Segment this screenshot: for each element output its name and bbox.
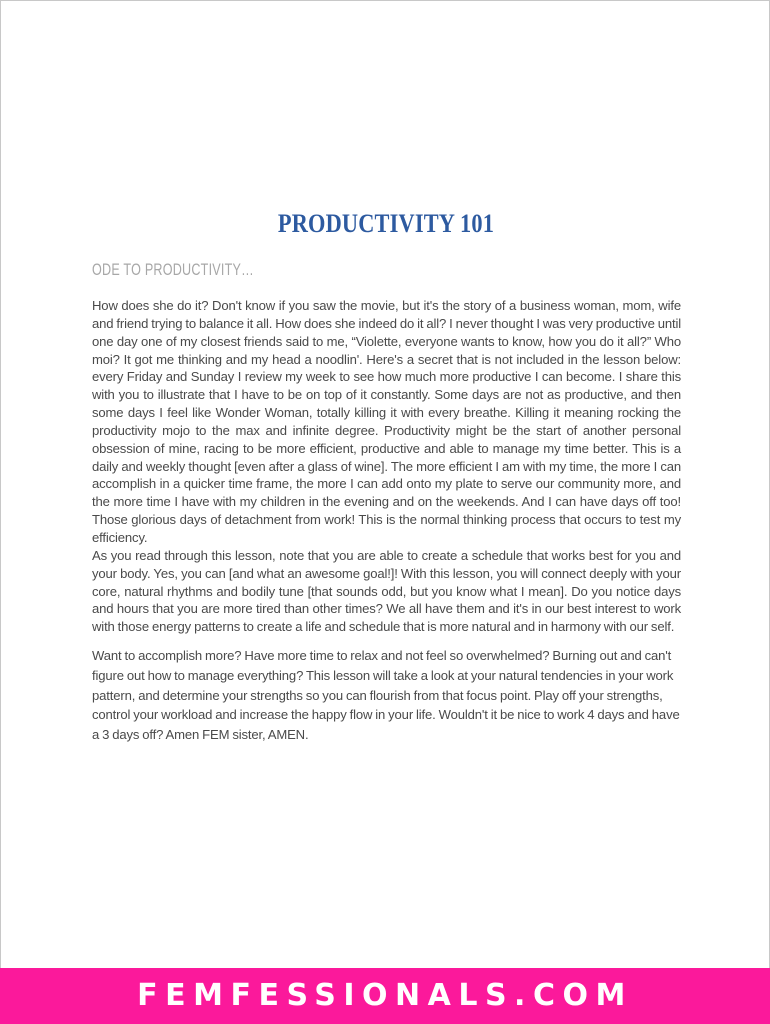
paragraph-lesson: As you read through this lesson, note that you are able to create a schedule that works best for you and your body. Yes, you can [and what an awesome goal!]! With this lesson, you will connect deeply with your core, natural rhythms and bodily tune [that sounds odd, but you know what I mean]. Do you notice days and hours that you are more tired than other times? We all have them and it's in our best interest to work with those energy patterns to create a life and schedule that is more natural and in harmony with our self. <box>92 547 681 635</box>
footer-brand: FEMFESSIONALS.COM <box>137 978 633 1013</box>
body-text <box>92 297 681 745</box>
footer-banner <box>0 968 770 1024</box>
paragraph-intro: How does she do it? Don't know if you saw the movie, but it's the story of a business woman, mom, wife and friend trying to balance it all. How does she indeed do it all? I never thought I was very productive until one day one of my closest friends said to me, “Violette, everyone wants to know, how you do it all?” Who moi? It got me thinking and my head a noodlin'. Here's a secret that is not included in the lesson below: every Friday and Sunday I review my week to see how much more productive I can become. I share this with you to illustrate that I have to be on top of it constantly. Some days are not as productive, and then some days I feel like Wonder Woman, totally killing it with every breathe. Killing it meaning rocking the productivity mojo to the max and infinite degree. Productivity might be the start of another personal obsession of mine, racing to be more efficient, productive and able to manage my time better. This is a daily and weekly thought [even after a glass of wine]. The more efficient I am with my time, the more I can accomplish in a quicker time frame, the more I can add onto my plate to serve our community more, and the more time I have with my children in the evening and on the weekends. And I can have days off too! Those glorious days of detachment from work! This is the normal thinking process that occurs to test my efficiency. <box>92 298 681 545</box>
section-subtitle: ODE TO PRODUCTIVITY… <box>92 260 254 279</box>
page-title: PRODUCTIVITY 101 <box>277 209 495 238</box>
paragraph-closing: Want to accomplish more? Have more time to relax and not feel so overwhelmed? Burning out and can't figure out how to manage everything? This lesson will take a look at your natural tendencies in your work pattern, and determine your strengths so you can flourish from that focus point. Play off your strengths, control your workload and increase the happy flow in your life. Wouldn't it be nice to work 4 days and have a 3 days off? Amen FEM sister, AMEN. <box>92 648 680 743</box>
